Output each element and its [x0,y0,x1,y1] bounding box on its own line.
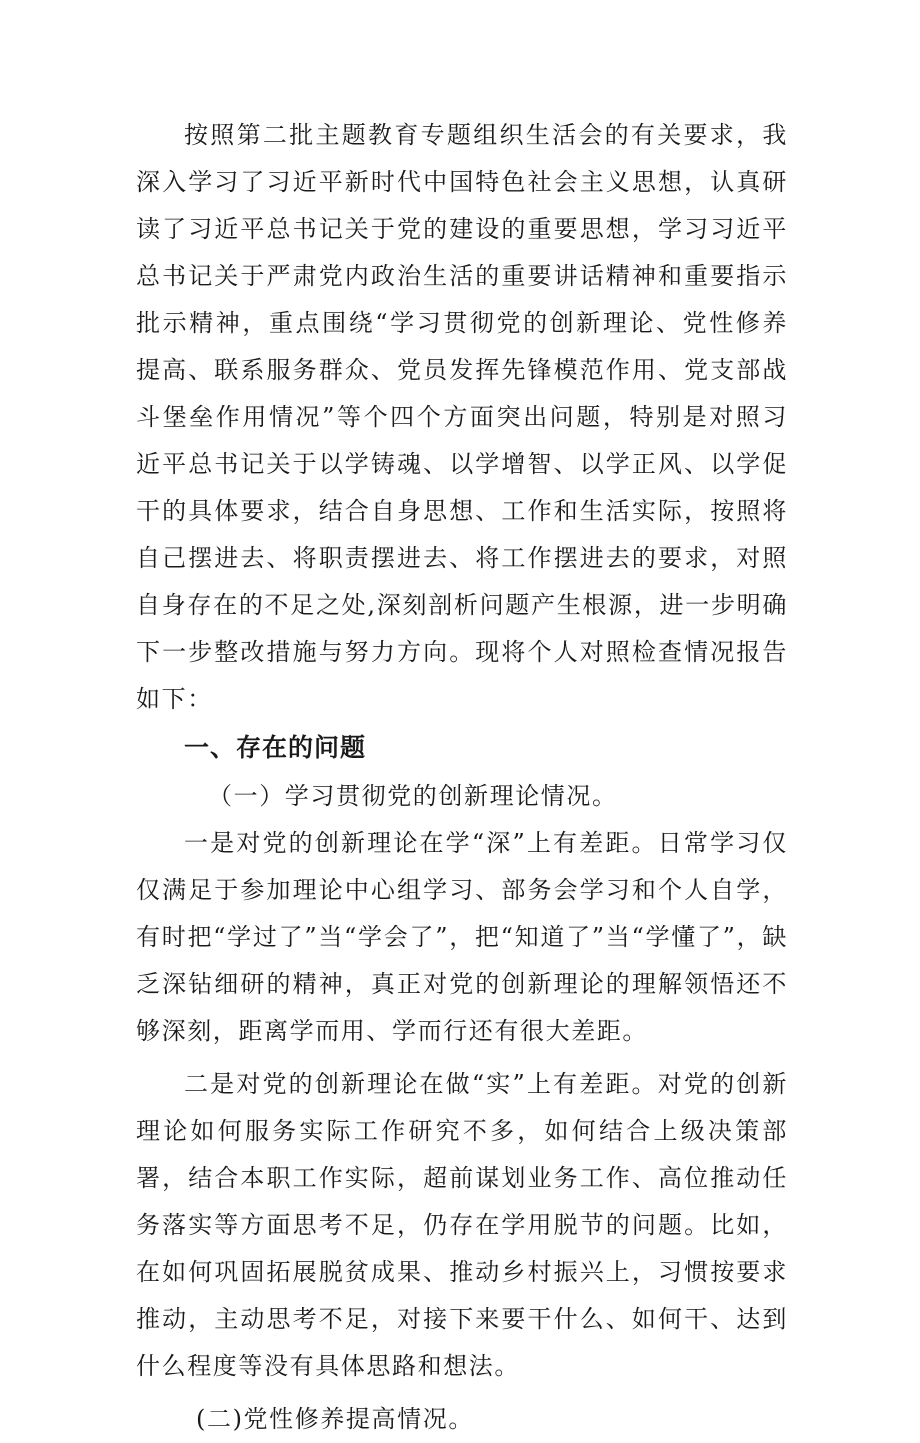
subsection-heading-party-spirit: (二)党性修养提高情况。 [196,1405,474,1433]
subsection-heading-theory: （一）学习贯彻党的创新理论情况。 [208,782,618,810]
paragraph-practice: 二是对党的创新理论在做“实”上有差距。对党的创新理论如何服务实际工作研究不多，如何结合上级决策部署，结合本职工作实际，超前谋划业务工作、高位推动任务落实等方面思考不足，仍存在学用脱节的问题。比如，在如何巩固拓展脱贫成果、推动乡村振兴上，习惯按要求推动，主动思考不足，对接下来要干什么、如何干、达到什么程度等没有具体思路和想法。 [136,1070,788,1380]
section-heading-problems: 一、存在的问题 [184,733,367,762]
intro-paragraph: 按照第二批主题教育专题组织生活会的有关要求，我深入学习了习近平新时代中国特色社会主义思想，认真研读了习近平总书记关于党的建设的重要思想，学习习近平总书记关于严肃党内政治生活的重要讲话精神和重要指示批示精神，重点围绕“学习贯彻党的创新理论、党性修养提高、联系服务群众、党员发挥先锋模范作用、党支部战斗堡垒作用情况”等个四个方面突出问题，特别是对照习近平总书记关于以学铸魂、以学增智、以学正风、以学促干的具体要求，结合自身思想、工作和生活实际，按照将自己摆进去、将职责摆进去、将工作摆进去的要求，对照自身存在的不足之处,深刻剖析问题产生根源，进一步明确下一步整改措施与努力方向。现将个人对照检查情况报告如下： [136,121,788,713]
paragraph-study-depth: 一是对党的创新理论在学“深”上有差距。日常学习仅仅满足于参加理论中心组学习、部务会学习和个人自学，有时把“学过了”当“学会了”，把“知道了”当“学懂了”，缺乏深钻细研的精神，真正对党的创新理论的理解领悟还不够深刻，距离学而用、学而行还有很大差距。 [136,829,788,1045]
document-body [136,112,788,1443]
